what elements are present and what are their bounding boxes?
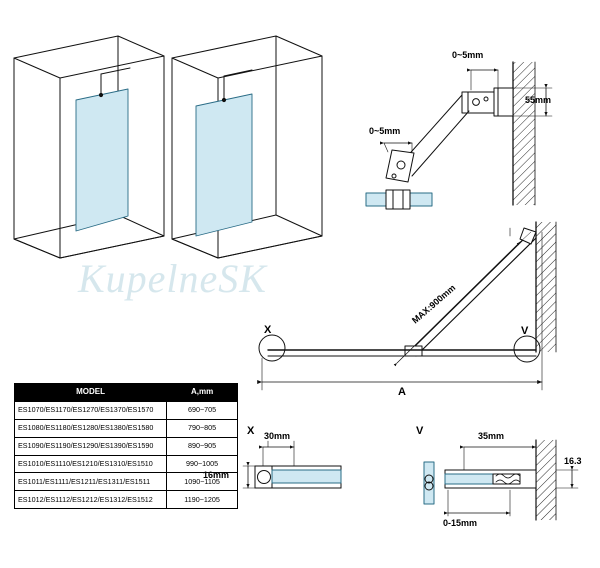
cell-a: 1090~1105 bbox=[167, 473, 238, 491]
cell-model: ES1090/ES1190/ES1290/ES1390/ES1590 bbox=[15, 437, 167, 455]
dim-seal-width: 35mm bbox=[478, 431, 505, 441]
table-row bbox=[15, 437, 238, 455]
cell-a: 790~805 bbox=[167, 419, 238, 437]
cell-model: ES1080/ES1180/ES1280/ES1380/ES1580 bbox=[15, 419, 167, 437]
dim-gap-top: 0~5mm bbox=[452, 50, 484, 60]
wall-bracket bbox=[462, 92, 494, 113]
cell-a: 990~1005 bbox=[167, 455, 238, 473]
cell-model: ES1012/ES1112/ES1212/ES1312/ES1512 bbox=[15, 491, 167, 509]
dim-span-a: A bbox=[398, 386, 406, 398]
cell-a: 690~705 bbox=[167, 401, 238, 419]
cell-model: ES1010/ES1110/ES1210/ES1310/ES1510 bbox=[15, 455, 167, 473]
callout-x: X bbox=[264, 324, 272, 336]
dim-profile-depth: 30mm bbox=[264, 431, 291, 441]
table-row bbox=[15, 419, 238, 437]
table-header-model: MODEL bbox=[15, 384, 167, 402]
table-row bbox=[15, 473, 238, 491]
callout-v: V bbox=[521, 325, 529, 337]
watermark: KupelneSK bbox=[78, 256, 267, 301]
table-row bbox=[15, 491, 238, 509]
glass-panel-right bbox=[196, 94, 252, 236]
table-header-a: A,mm bbox=[167, 384, 238, 402]
dim-gap-lower: 0~5mm bbox=[369, 126, 401, 136]
dim-bracket-height: 55mm bbox=[525, 95, 552, 105]
detail-x-profile bbox=[255, 466, 341, 488]
callout-v-detail: V bbox=[416, 425, 424, 437]
bar-joint bbox=[386, 150, 414, 182]
glass-clamp-detail bbox=[366, 190, 432, 209]
cell-model: ES1011/ES1111/ES1211/ES1311/ES1511 bbox=[15, 473, 167, 491]
dim-seal-height: 16.3 bbox=[564, 456, 582, 466]
glass-panel-left bbox=[76, 89, 128, 231]
dim-max-bar: MAX:900mm bbox=[410, 282, 458, 326]
dim-profile-height: 16mm bbox=[203, 470, 230, 480]
cell-a: 1190~1205 bbox=[167, 491, 238, 509]
table-row bbox=[15, 401, 238, 419]
cell-a: 890~905 bbox=[167, 437, 238, 455]
cell-model: ES1070/ES1170/ES1270/ES1370/ES1570 bbox=[15, 401, 167, 419]
callout-x-detail: X bbox=[247, 425, 255, 437]
table-row bbox=[15, 455, 238, 473]
table-header-row bbox=[15, 384, 238, 402]
dim-floor-gap: 0-15mm bbox=[443, 518, 478, 528]
model-spec-table bbox=[14, 383, 238, 509]
